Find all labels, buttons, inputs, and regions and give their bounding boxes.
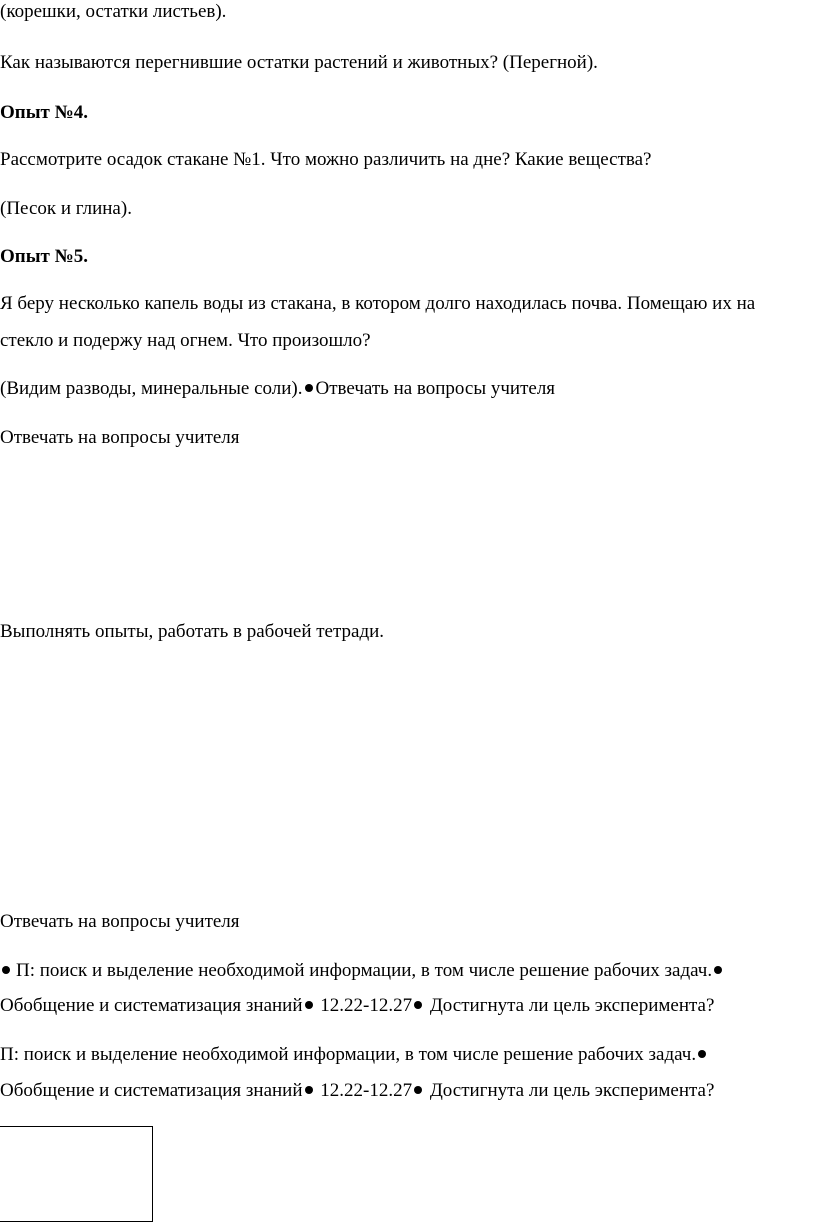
text-span: П: поиск и выделение необходимой информации, в том числе решение рабочих задач. xyxy=(0,1044,697,1065)
bullet-icon xyxy=(2,966,10,974)
text-line xyxy=(0,1043,709,1067)
text-span: Достигнута ли цель эксперимента? xyxy=(429,995,715,1016)
text-line: Выполнять опыты, работать в рабочей тетради. xyxy=(0,621,385,642)
text-line: Я беру несколько капель воды из стакана, в котором долго находилась почва. Помещаю их на xyxy=(0,293,756,314)
text-span: Отвечать на вопросы учителя xyxy=(315,378,556,399)
bullet-icon xyxy=(305,384,313,392)
text-span: Достигнута ли цель эксперимента? xyxy=(429,1080,715,1101)
text-line: Отвечать на вопросы учителя xyxy=(0,911,240,932)
text-line: стекло и подержу над огнем. Что произошло? xyxy=(0,330,371,351)
text-line xyxy=(0,377,555,401)
text-line xyxy=(0,959,725,983)
bullet-icon xyxy=(414,1001,422,1009)
bullet-icon xyxy=(305,1001,313,1009)
heading-experiment-4: Опыт №4. xyxy=(0,102,88,123)
text-line: (корешки, остатки листьев). xyxy=(0,1,227,22)
heading-experiment-5: Опыт №5. xyxy=(0,246,88,267)
text-line xyxy=(0,1079,714,1103)
bullet-icon xyxy=(305,1086,313,1094)
text-line: (Песок и глина). xyxy=(0,198,132,219)
text-span: 12.22-12.27 xyxy=(320,995,413,1016)
text-line: Рассмотрите осадок стакане №1. Что можно различить на дне? Какие вещества? xyxy=(0,149,652,170)
table-cell-box xyxy=(0,1126,153,1222)
text-span: (Видим разводы, минеральные соли). xyxy=(0,378,303,399)
text-span: П: поиск и выделение необходимой информации, в том числе решение рабочих задач. xyxy=(16,960,713,981)
text-span: 12.22-12.27 xyxy=(320,1080,413,1101)
bullet-icon xyxy=(714,966,722,974)
text-span: Обобщение и систематизация знаний xyxy=(0,995,303,1016)
text-line: Отвечать на вопросы учителя xyxy=(0,427,240,448)
text-line: Как называются перегнившие остатки растений и животных? (Перегной). xyxy=(0,52,598,73)
bullet-icon xyxy=(414,1086,422,1094)
text-line xyxy=(0,994,714,1018)
text-span: Обобщение и систематизация знаний xyxy=(0,1080,303,1101)
bullet-icon xyxy=(698,1050,706,1058)
